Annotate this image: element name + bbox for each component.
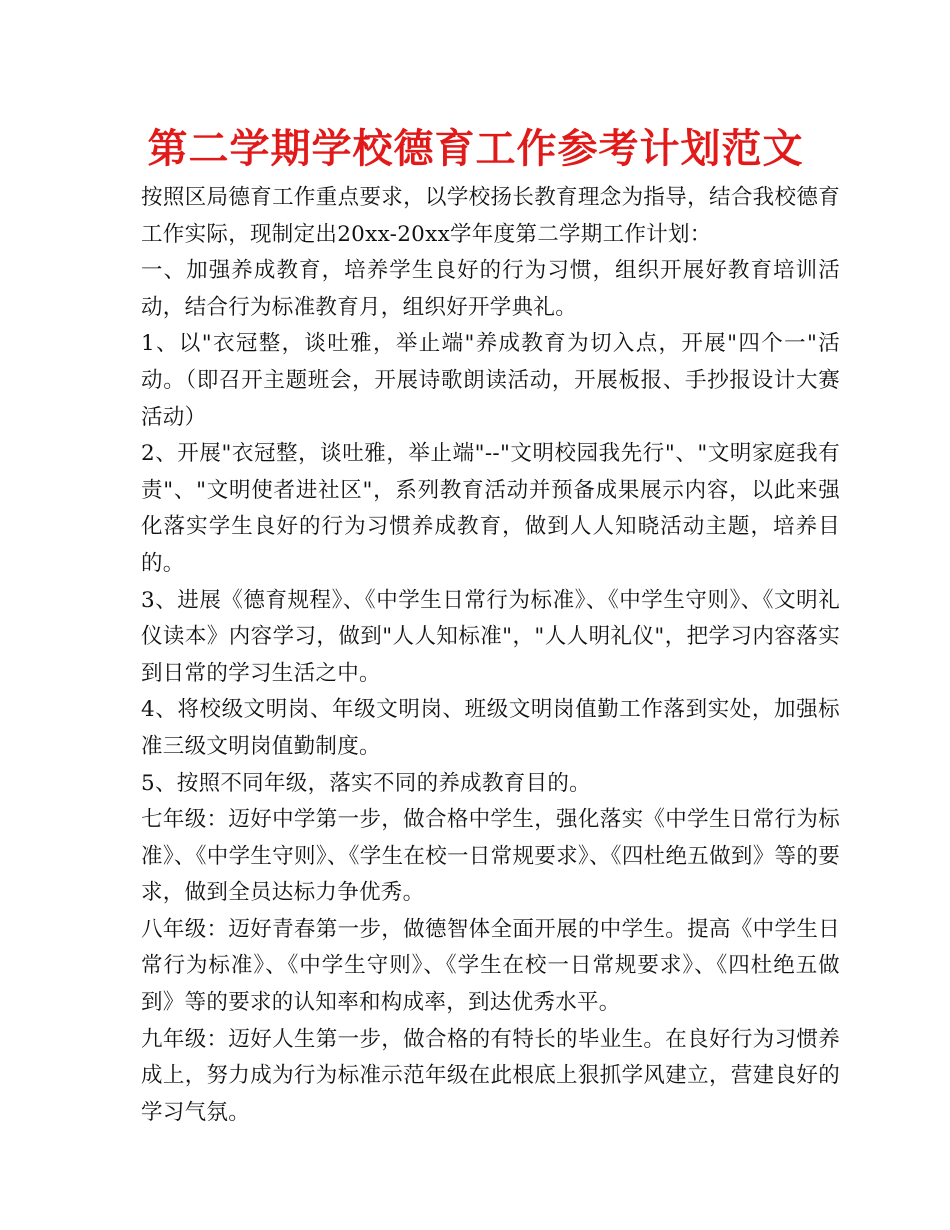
paragraph-item-2: 2、开展"衣冠整，谈吐雅，举止端"--"文明校园我先行"、"文明家庭我有责"、"文明使者进社区"，系列教育活动并预备成果展示内容，以此来强化落实学生良好的行为习惯养成教育，做到人人知晓活动主题，培养目的。 <box>141 441 840 576</box>
paragraph-item-5: 5、按照不同年级，落实不同的养成教育目的。 <box>141 770 591 796</box>
paragraph-grade-9: 九年级：迈好人生第一步，做合格的有特长的毕业生。在良好行为习惯养成上，努力成为行为标准示范年级在此根底上狠抓学风建立，营建良好的学习气氛。 <box>141 1026 840 1125</box>
paragraph-intro: 按照区局德育工作重点要求，以学校扬长教育理念为指导，结合我校德育工作实际，现制定出20xx-20xx学年度第二学期工作计划： <box>141 185 840 247</box>
paragraph-item-4: 4、将校级文明岗、年级文明岗、班级文明岗值勤工作落到实处，加强标准三级文明岗值勤制度。 <box>141 697 840 759</box>
paragraph-section-1: 一、加强养成教育，培养学生良好的行为习惯，组织开展好教育培训活动，结合行为标准教育月，组织好开学典礼。 <box>141 258 840 320</box>
paragraph-grade-8: 八年级：迈好青春第一步，做德智体全面开展的中学生。提高《中学生日常行为标准》、《中学生守则》、《学生在校一日常规要求》、《四杜绝五做到》等的要求的认知率和构成率，到达优秀水平。 <box>141 916 840 1016</box>
paragraph-item-1: 1、以"衣冠整，谈吐雅，举止端"养成教育为切入点，开展"四个一"活动。（即召开主题班会，开展诗歌朗读活动，开展板报、手抄报设计大赛活动） <box>141 331 840 430</box>
document-title: 第二学期学校德育工作参考计划范文 <box>147 126 804 172</box>
paragraph-item-3: 3、进展《德育规程》、《中学生日常行为标准》、《中学生守则》、《文明礼仪读本》内容学习，做到"人人知标准"，"人人明礼仪"，把学习内容落实到日常的学习生活之中。 <box>141 587 840 686</box>
paragraph-grade-7: 七年级：迈好中学第一步，做合格中学生，强化落实《中学生日常行为标准》、《中学生守则》、《学生在校一日常规要求》、《四杜绝五做到》等的要求，做到全员达标力争优秀。 <box>141 807 840 906</box>
document-body <box>141 180 840 1131</box>
